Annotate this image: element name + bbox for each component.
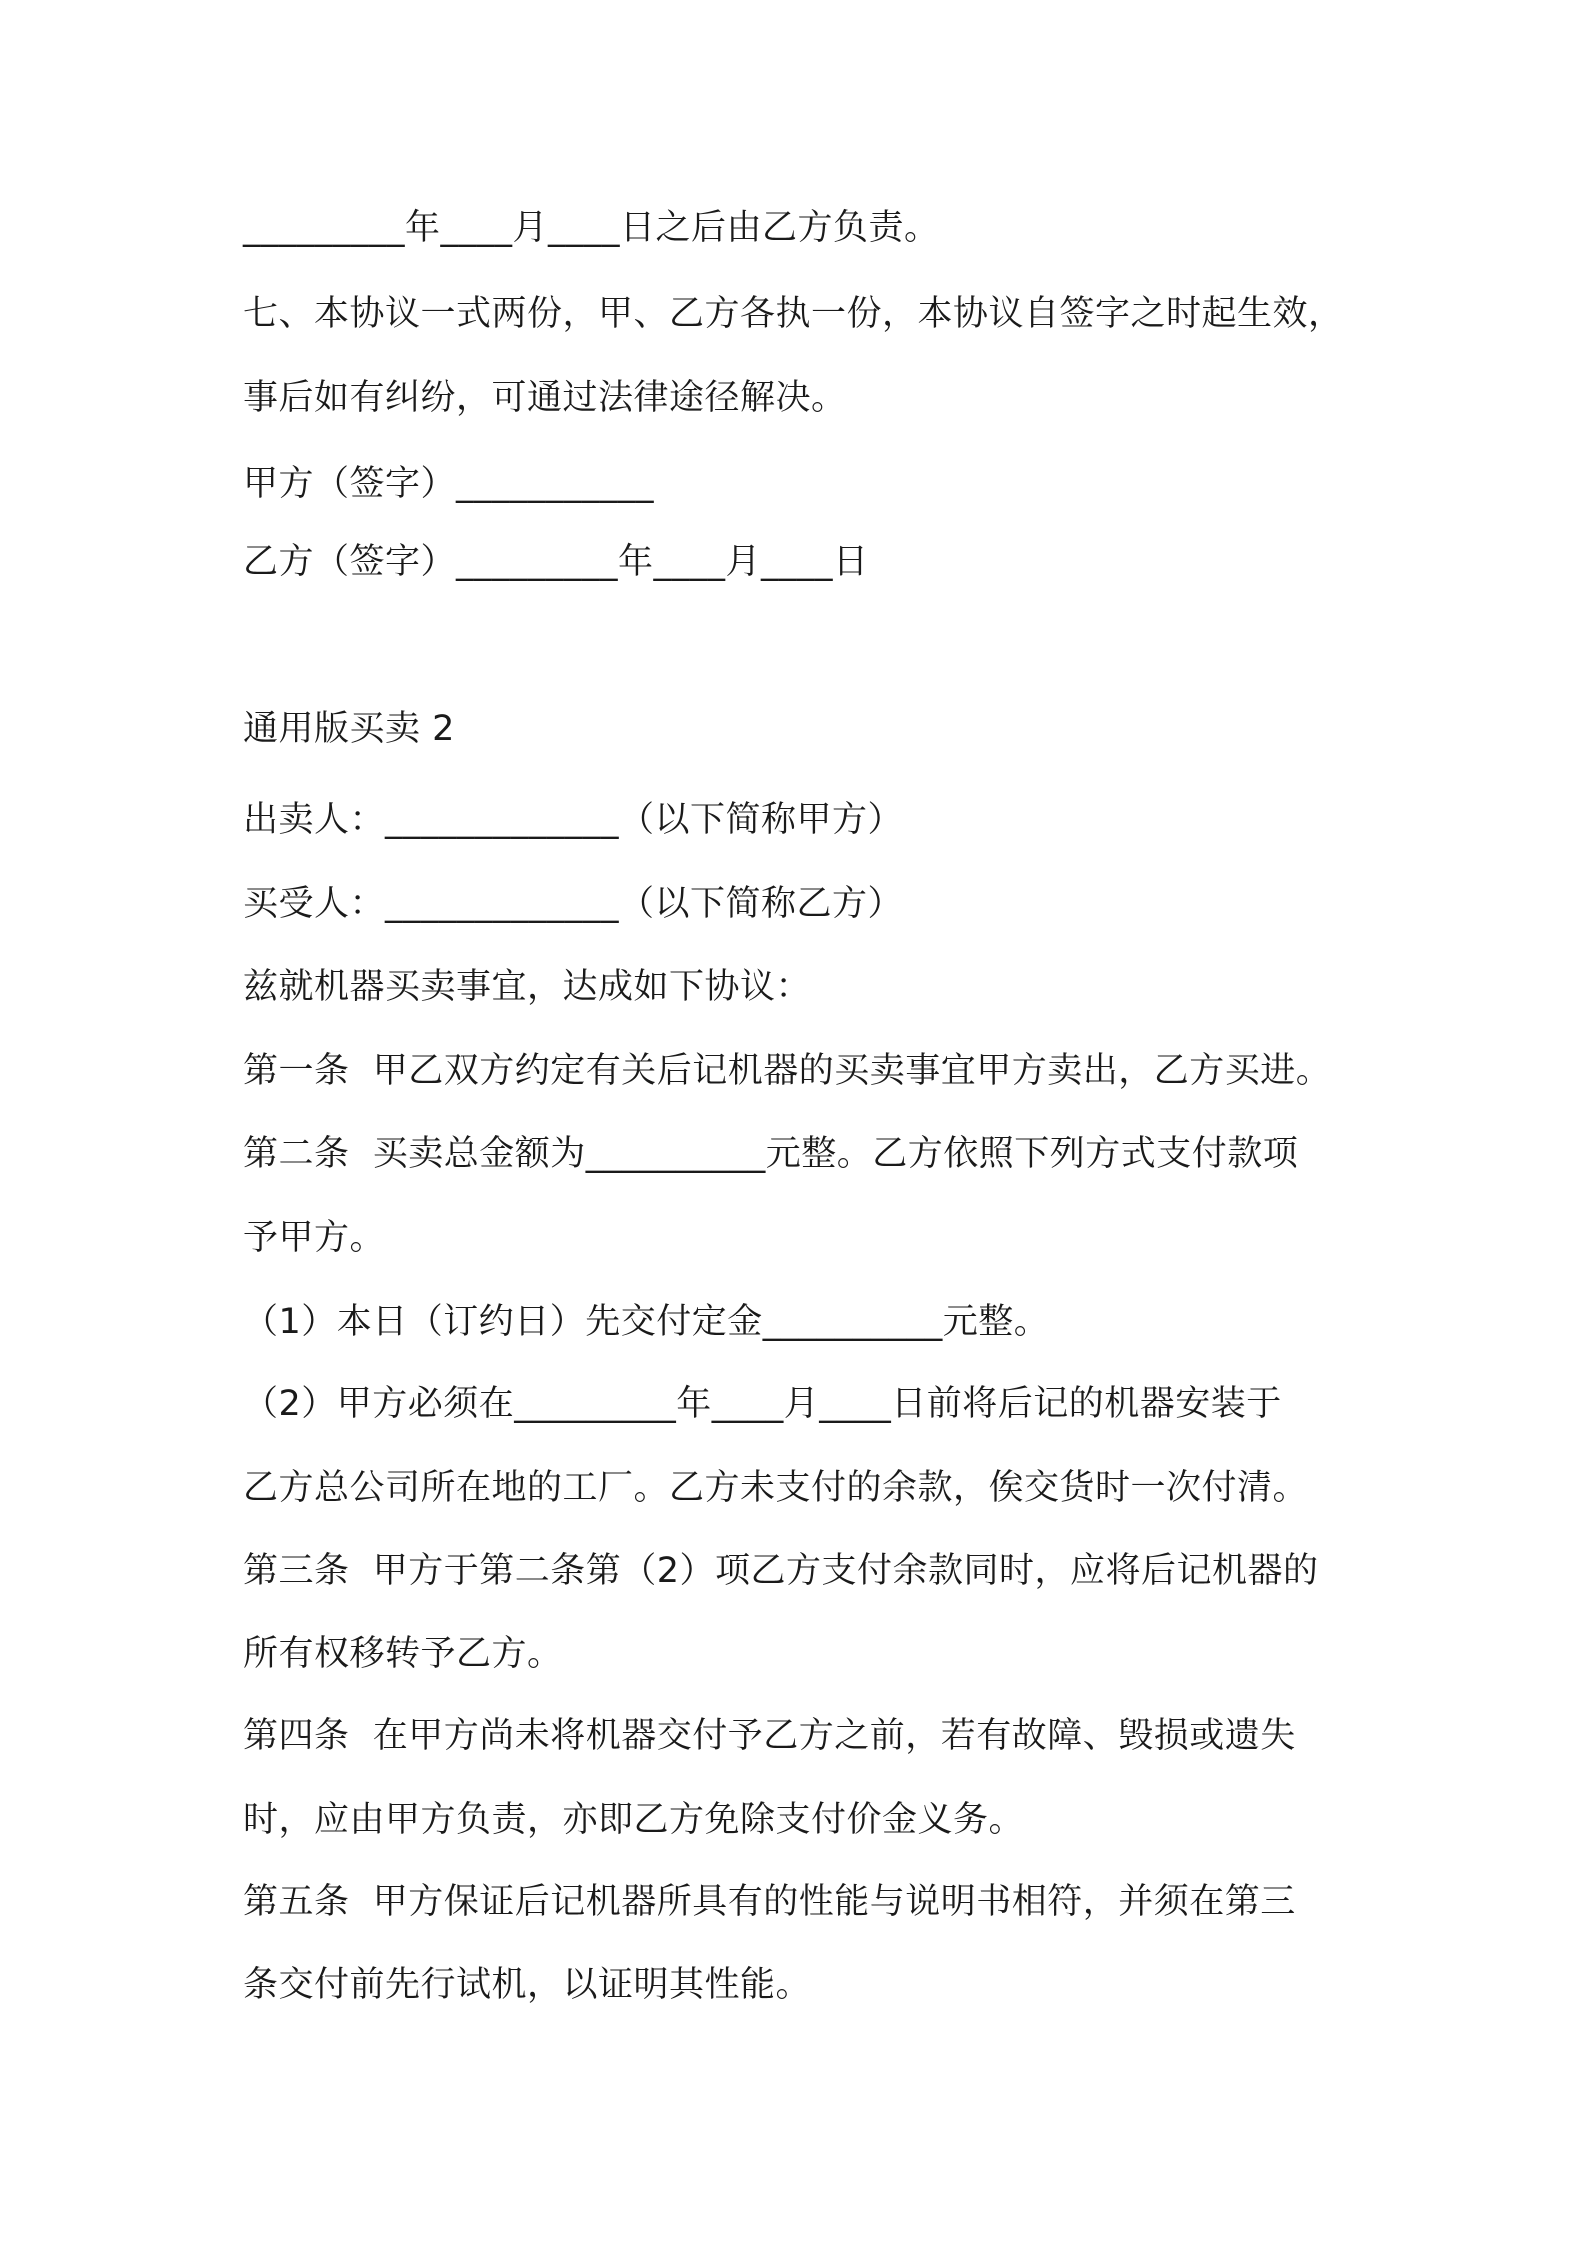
article-three-line-2: 所有权移转予乙方。 [243,1634,563,1674]
party-b-signature-line: 乙方（签字）_________年____月____日 [243,542,869,582]
section-title: 通用版买卖 2 [243,709,455,749]
article-three-line-1: 第三条 甲方于第二条第（2）项乙方支付余款同时，应将后记机器的 [243,1551,1319,1591]
article-four-line-2: 时，应由甲方负责，亦即乙方免除支付价金义务。 [243,1800,1025,1840]
payment-item-1: （1）本日（订约日）先交付定金__________元整。 [243,1302,1050,1342]
article-one-line: 第一条 甲乙双方约定有关后记机器的买卖事宜甲方卖出，乙方买进。 [243,1051,1332,1091]
buyer-line: 买受人：_____________（以下简称乙方） [243,884,904,924]
clause-seven-line-1: 七、本协议一式两份，甲、乙方各执一份，本协议自签字之时起生效， [243,294,1344,334]
payment-item-2-line-1: （2）甲方必须在_________年____月____日前将后记的机器安装于 [243,1384,1282,1424]
seller-line: 出卖人：_____________（以下简称甲方） [243,800,904,840]
clause-seven-line-2: 事后如有纠纷，可通过法律途径解决。 [243,378,847,418]
payment-item-2-line-2: 乙方总公司所在地的工厂。乙方未支付的余款，俟交货时一次付清。 [243,1468,1309,1508]
article-five-line-1: 第五条 甲方保证后记机器所具有的性能与说明书相符，并须在第三 [243,1882,1296,1922]
article-five-line-2: 条交付前先行试机，以证明其性能。 [243,1965,812,2005]
article-two-line-1: 第二条 买卖总金额为__________元整。乙方依照下列方式支付款项 [243,1134,1299,1174]
preamble-line: 兹就机器买卖事宜，达成如下协议： [243,967,812,1007]
party-a-signature-line: 甲方（签字）___________ [243,464,655,504]
date-responsibility-line: _________年____月____日之后由乙方负责。 [243,208,940,248]
article-two-line-2: 予甲方。 [243,1218,386,1258]
article-four-line-1: 第四条 在甲方尚未将机器交付予乙方之前，若有故障、毁损或遗失 [243,1716,1296,1756]
